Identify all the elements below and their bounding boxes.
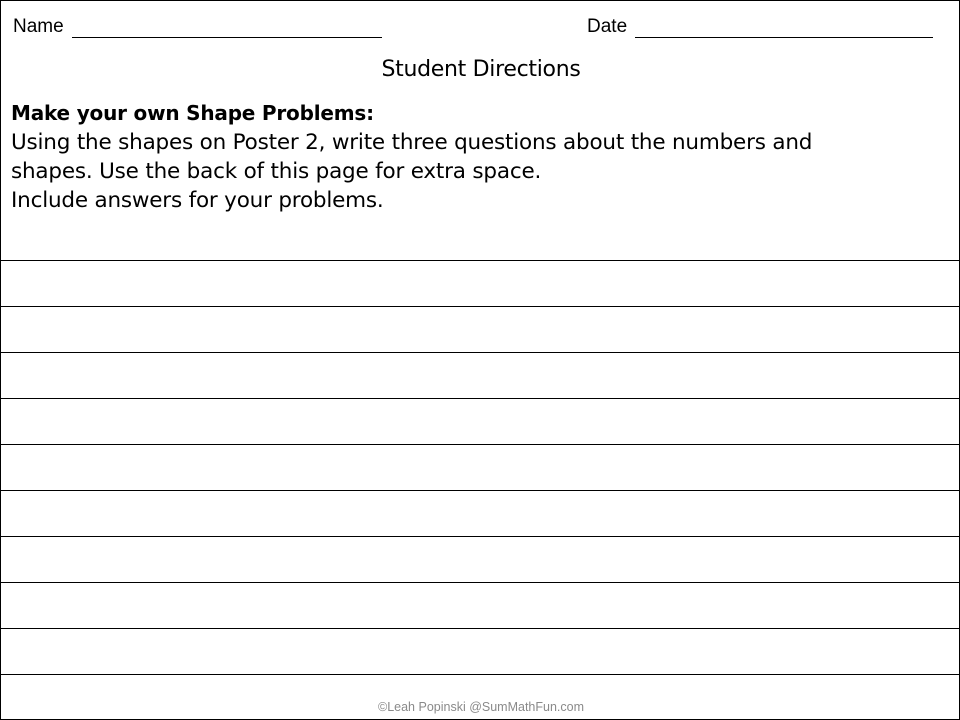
writing-line[interactable]: [1, 490, 959, 536]
writing-lines: [1, 260, 959, 720]
writing-line[interactable]: [1, 628, 959, 674]
page-title: Student Directions: [381, 57, 581, 82]
header-row: [13, 15, 939, 43]
writing-line[interactable]: [1, 398, 959, 444]
writing-line[interactable]: [1, 444, 959, 490]
name-blank-line[interactable]: [72, 15, 382, 38]
name-label: Name: [13, 16, 64, 37]
date-label: Date: [587, 16, 628, 37]
directions-heading: Make your own Shape Problems:: [11, 101, 374, 125]
directions-block: [11, 99, 946, 215]
writing-line[interactable]: [1, 306, 959, 352]
writing-line[interactable]: [1, 536, 959, 582]
writing-line[interactable]: [1, 260, 959, 306]
date-field: [587, 15, 933, 38]
writing-line[interactable]: [1, 352, 959, 398]
directions-line-2: shapes. Use the back of this page for extra space.: [11, 159, 542, 184]
writing-line[interactable]: [1, 582, 959, 628]
directions-line-1: Using the shapes on Poster 2, write three questions about the numbers and: [11, 130, 813, 155]
copyright-footer: ©Leah Popinski @SumMathFun.com: [377, 700, 585, 714]
directions-line-3: Include answers for your problems.: [11, 188, 384, 213]
date-blank-line[interactable]: [635, 15, 933, 38]
name-field: [13, 15, 382, 38]
